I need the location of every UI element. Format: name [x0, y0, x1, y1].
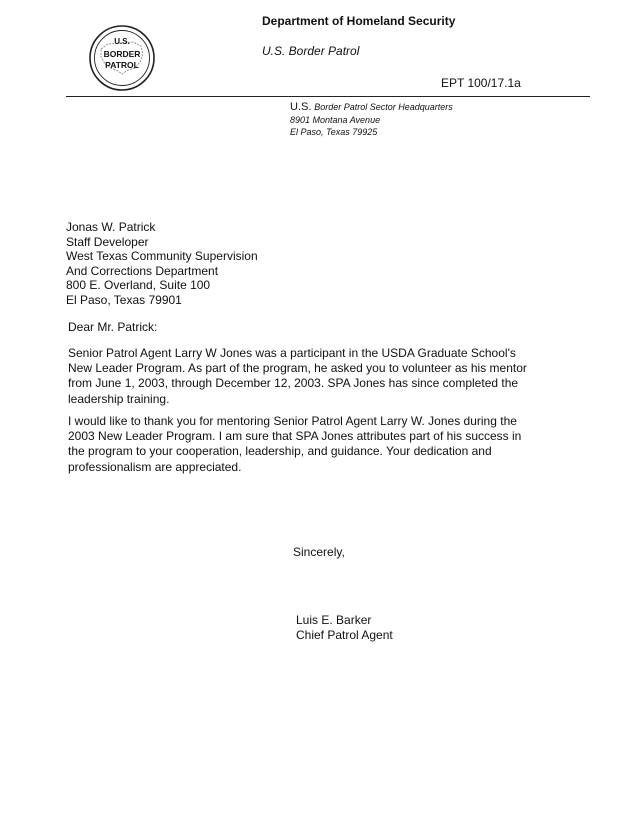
paragraph-line: from June 1, 2003, through December 12, 2003. SPA Jones has since completed the: [68, 376, 519, 391]
seal-text-border: BORDER: [103, 49, 141, 59]
sender-address-line2: 8901 Montana Avenue: [290, 115, 381, 125]
document-code: EPT 100/17.1a: [441, 76, 521, 90]
department-name: Department of Homeland Security: [262, 14, 456, 28]
recipient-line: Jonas W. Patrick: [66, 220, 156, 234]
body-paragraph-2: [68, 414, 568, 475]
recipient-line: And Corrections Department: [66, 263, 219, 278]
header-divider: [66, 96, 590, 97]
seal-text-us: U.S.: [114, 37, 130, 46]
paragraph-line: leadership training.: [68, 391, 170, 406]
recipient-line: West Texas Community Supervision: [66, 249, 258, 263]
sender-address-line3: El Paso, Texas 79925: [290, 127, 378, 137]
closing: Sincerely,: [293, 545, 345, 559]
seal-text-patrol: PATROL: [105, 60, 139, 70]
paragraph-line: I would like to thank you for mentoring Senior Patrol Agent Larry W. Jones during the: [68, 414, 517, 428]
recipient-line: 800 E. Overland, Suite 100: [66, 278, 211, 292]
paragraph-line: 2003 New Leader Program. I am sure that SPA Jones attributes part of his success in: [68, 429, 522, 444]
recipient-line: El Paso, Texas 79901: [66, 292, 182, 307]
paragraph-line: the program to your cooperation, leadership, and guidance. Your dedication and: [68, 444, 492, 459]
body-paragraph-1: [68, 346, 568, 407]
paragraph-line: professionalism are appreciated.: [68, 459, 242, 474]
signer-title: Chief Patrol Agent: [296, 628, 393, 642]
recipient-line: Staff Developer: [66, 234, 149, 249]
agency-name: U.S. Border Patrol: [262, 44, 360, 58]
sender-address: [290, 101, 453, 138]
signer-name: Luis E. Barker: [296, 613, 372, 627]
paragraph-line: Senior Patrol Agent Larry W Jones was a participant in the USDA Graduate School's: [68, 346, 516, 360]
sender-address-line1: [290, 101, 453, 114]
salutation: Dear Mr. Patrick:: [68, 320, 158, 334]
border-patrol-seal-logo: [88, 24, 156, 92]
signature-block: [296, 613, 393, 643]
sender-address-line1-rest: Border Patrol Sector Headquarters: [314, 102, 453, 112]
recipient-address: [66, 220, 258, 307]
sender-address-prefix: U.S.: [290, 101, 312, 113]
paragraph-line: New Leader Program. As part of the program, he asked you to volunteer as his mentor: [68, 361, 527, 376]
